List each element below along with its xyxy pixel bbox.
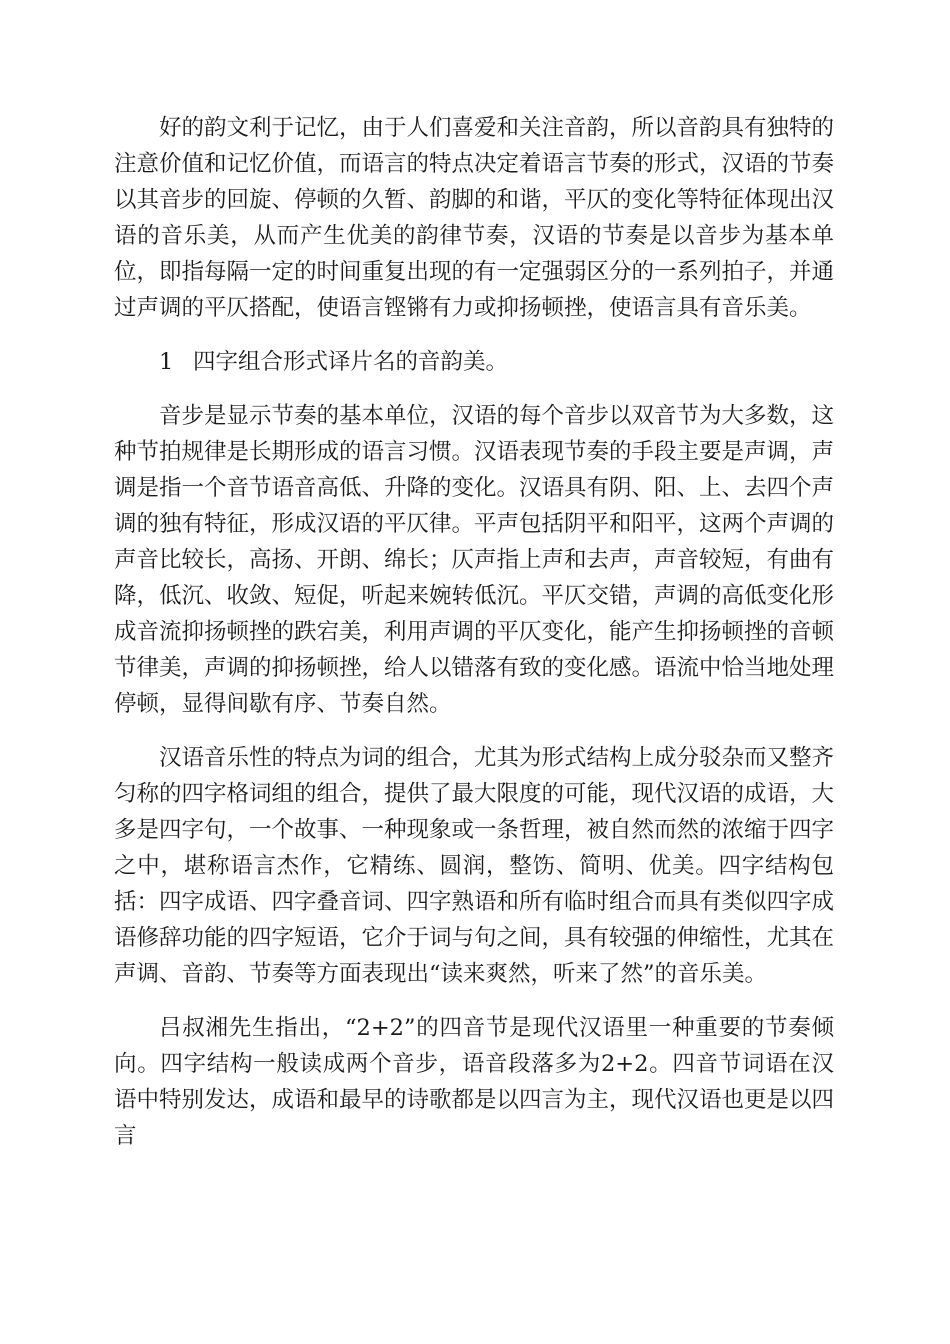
- document-body: [114, 110, 834, 1172]
- section-heading: [114, 344, 834, 380]
- paragraph-lu-shuxiang: 吕叔湘先生指出，“2+2”的四音节是现代汉语里一种重要的节奏倾向。四字结构一般读成两个音步，语音段落多为2+2。四音节词语在汉语中特别发达，成语和最早的诗歌都是以四言为主，现代汉语也更是以四言: [114, 1015, 835, 1149]
- section-number: 1: [159, 349, 174, 375]
- paragraph-rhythm: 音步是显示节奏的基本单位，汉语的每个音步以双音节为大多数，这种节拍规律是长期形成的语言习惯。汉语表现节奏的手段主要是声调，声调是指一个音节语音高低、升降的变化。汉语具有阴、阳、上、去四个声调的独有特征，形成汉语的平仄律。平声包括阴平和阳平，这两个声调的声音比较长，高扬、开朗、绵长；仄声指上声和去声，声音较短，有曲有降，低沉、收敛、短促，听起来婉转低沉。平仄交错，声调的高低变化形成音流抑扬顿挫的跌宕美，利用声调的平仄变化，能产生抑扬顿挫的音顿节律美，声调的抑扬顿挫，给人以错落有致的变化感。语流中恰当地处理停顿，显得间歇有序、节奏自然。: [114, 403, 835, 717]
- paragraph-intro: 好的韵文利于记忆，由于人们喜爱和关注音韵，所以音韵具有独特的注意价值和记忆价值，而语言的特点决定着语言节奏的形式，汉语的节奏以其音步的回旋、停顿的久暂、韵脚的和谐，平仄的变化等特征体现出汉语的音乐美，从而产生优美的韵律节奏，汉语的节奏是以音步为基本单位，即指每隔一定的时间重复出现的有一定强弱区分的一系列拍子，并通过声调的平仄搭配，使语言铿锵有力或抑扬顿挫，使语言具有音乐美。: [114, 115, 835, 321]
- section-title: 四字组合形式译片名的音韵美。: [193, 349, 509, 375]
- paragraph-four-character: 汉语音乐性的特点为词的组合，尤其为形式结构上成分驳杂而又整齐匀称的四字格词组的组合，提供了最大限度的可能，现代汉语的成语，大多是四字句，一个故事、一种现象或一条哲理，被自然而然的浓缩于四字之中，堪称语言杰作，它精练、圆润，整饬、简明、优美。四字结构包括：四字成语、四字叠音词、四字熟语和所有临时组合而具有类似四字成语修辞功能的四字短语，它介于词与句之间，具有较强的伸缩性，尤其在声调、音韵、节奏等方面表现出“读来爽然，听来了然”的音乐美。: [114, 745, 835, 987]
